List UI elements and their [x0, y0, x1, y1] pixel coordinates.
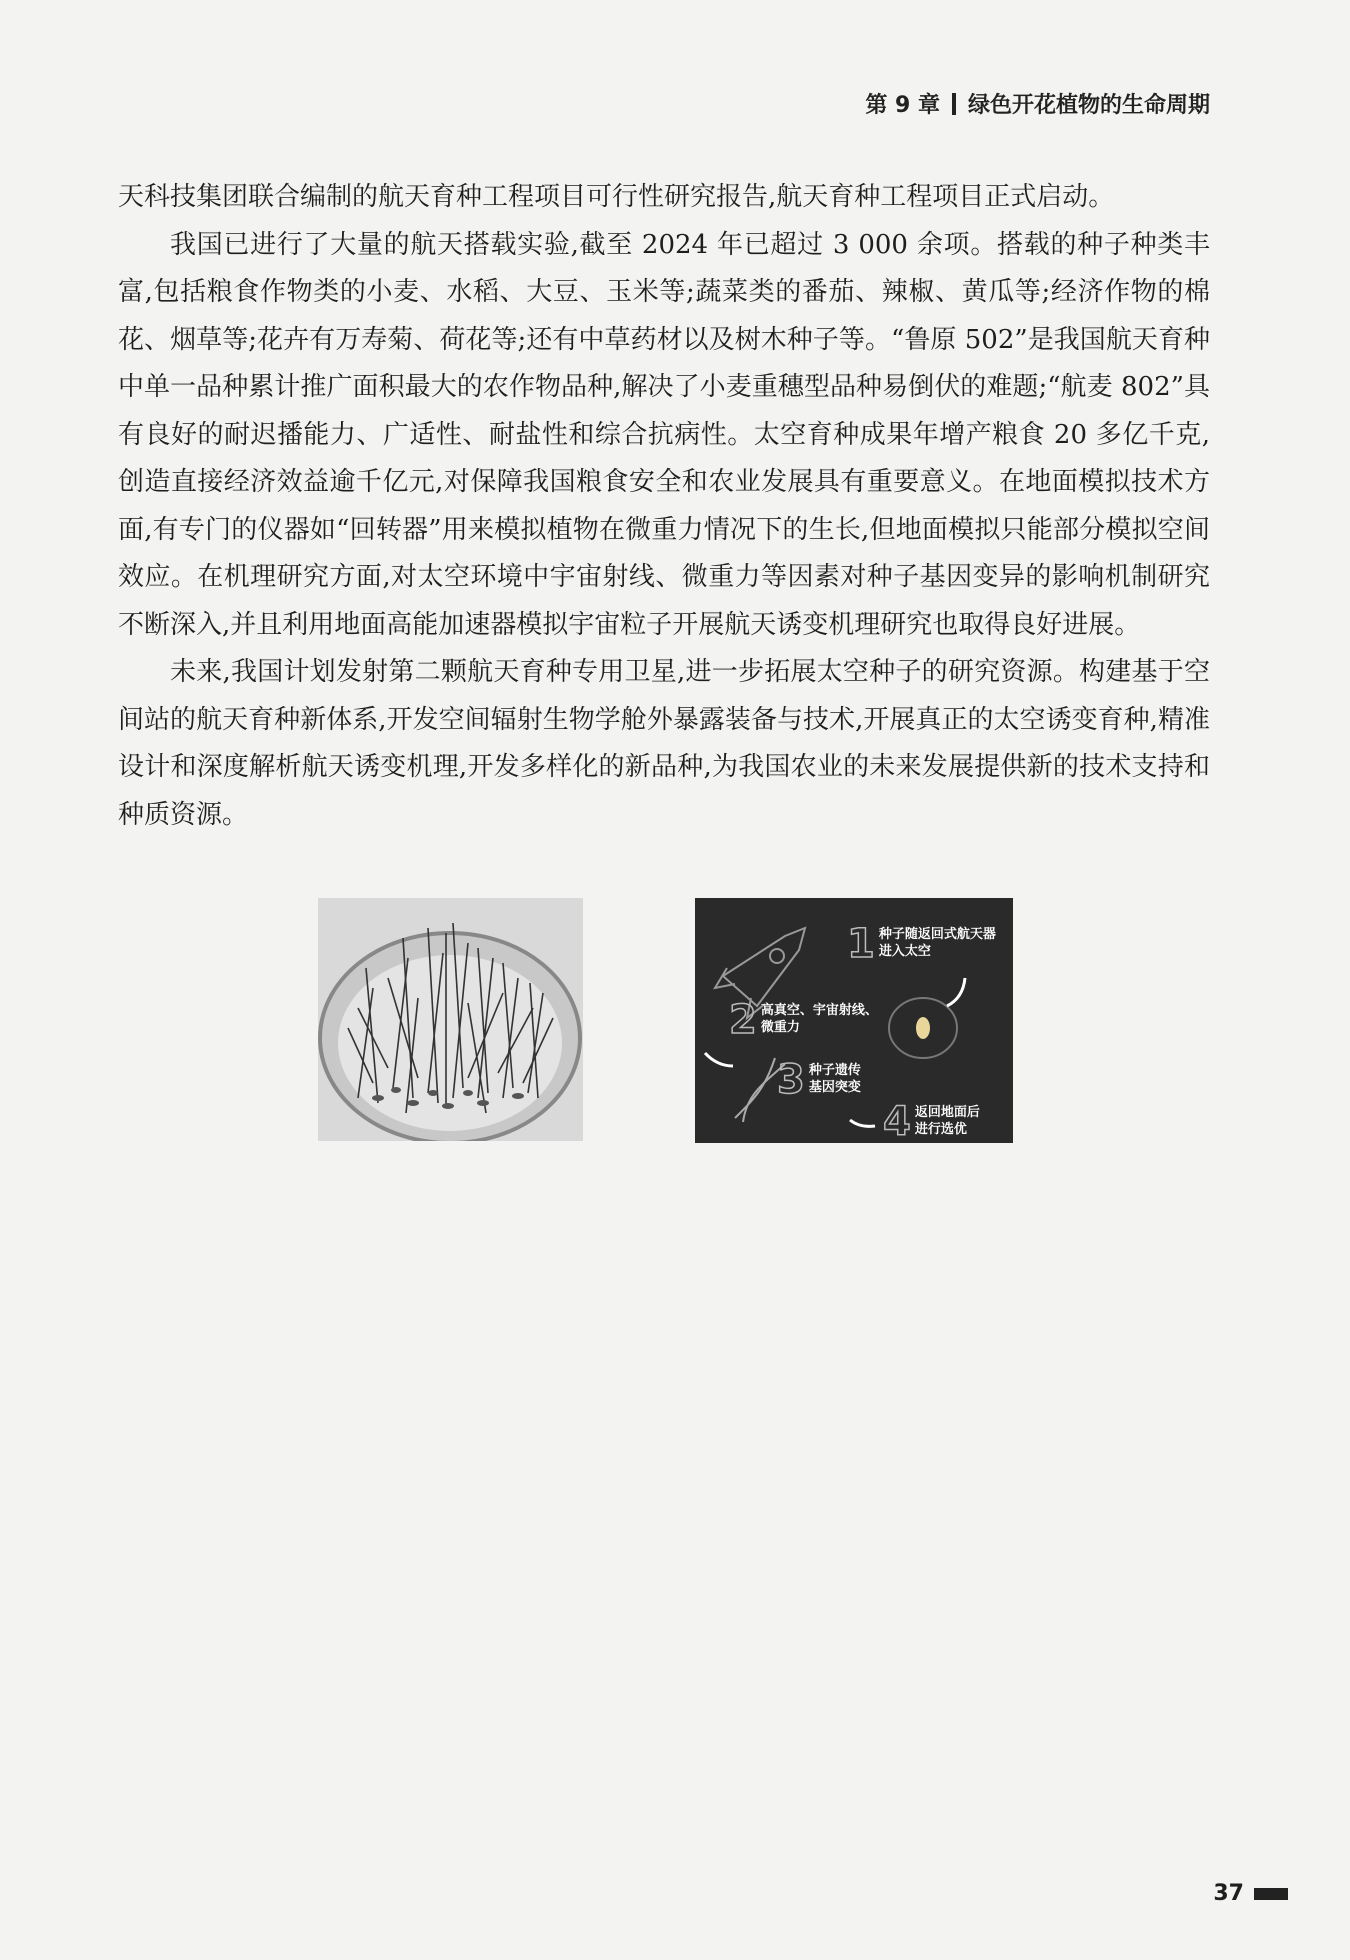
chapter-title: 绿色开花植物的生命周期 [967, 93, 1210, 118]
page-marker-block [1254, 1888, 1288, 1900]
step-text-line: 进行选优 [914, 1122, 967, 1137]
figures [0, 898, 1350, 1143]
chapter-number: 第 9 章 [865, 93, 940, 118]
step-3 [777, 1057, 861, 1103]
step-text-line: 进入太空 [878, 944, 931, 959]
step-text-line: 基因突变 [808, 1080, 861, 1095]
space-breeding-process-diagram [695, 898, 1013, 1143]
step-number: 1 [847, 921, 875, 967]
body-text [118, 174, 1210, 839]
running-header [865, 88, 1210, 119]
paragraph-continued: 天科技集团联合编制的航天育种工程项目可行性研究报告,航天育种工程项目正式启动。 [118, 182, 1115, 212]
step-text-line: 微重力 [760, 1020, 800, 1035]
paragraph-future-plans: 未来,我国计划发射第二颗航天育种专用卫星,进一步拓展太空种子的研究资源。构建基于空间站的航天育种新体系,开发空间辐射生物学舱外暴露装备与技术,开展真正的太空诱变育种,精准设计和深度解析航天诱变机理,开发多样化的新品种,为我国农业的未来发展提供新的技术支持和种质资源。 [118, 657, 1210, 830]
seedling-dish-photo [318, 898, 583, 1141]
seed-in-orbit-icon [889, 998, 957, 1058]
paragraph-space-breeding-results: 我国已进行了大量的航天搭载实验,截至 2024 年已超过 3 000 余项。搭载的种子种类丰富,包括粮食作物类的小麦、水稻、大豆、玉米等;蔬菜类的番茄、辣椒、黄瓜等;经济作物的棉花、烟草等;花卉有万寿菊、荷花等;还有中草药材以及树木种子等。“鲁原 502”是我国航天育种中单一品种累计推广面积最大的农作物品种,解决了小麦重穗型品种易倒伏的难题;“航麦 802”具有良好的耐迟播能力、广适性、耐盐性和综合抗病性。太空育种成果年增产粮食 20 多亿千克,创造直接经济效益逾千亿元,对保障我国粮食安全和农业发展具有重要意义。在地面模拟技术方面,有专门的仪器如“回转器”用来模拟植物在微重力情况下的生长,但地面模拟只能部分模拟空间效应。在机理研究方面,对太空环境中宇宙射线、微重力等因素对种子基因变异的影响机制研究不断深入,并且利用地面高能加速器模拟宇宙粒子开展航天诱变机理研究也取得良好进展。 [118, 229, 1210, 640]
step-1 [847, 921, 996, 967]
page-number [1213, 1881, 1288, 1906]
step-2 [729, 997, 878, 1043]
step-number: 3 [777, 1057, 805, 1103]
header-divider [952, 93, 956, 115]
step-text-line: 种子遗传 [808, 1063, 861, 1078]
step-text-line: 高真空、宇宙射线、 [760, 1003, 878, 1018]
page-number-text: 37 [1213, 1881, 1244, 1906]
step-4 [883, 1099, 980, 1143]
step-text-line: 种子随返回式航天器 [878, 927, 996, 942]
step-number: 4 [883, 1099, 911, 1143]
seedling-dish-illustration [318, 898, 583, 1141]
step-text-line: 返回地面后 [914, 1105, 980, 1120]
step-number: 2 [729, 997, 757, 1043]
